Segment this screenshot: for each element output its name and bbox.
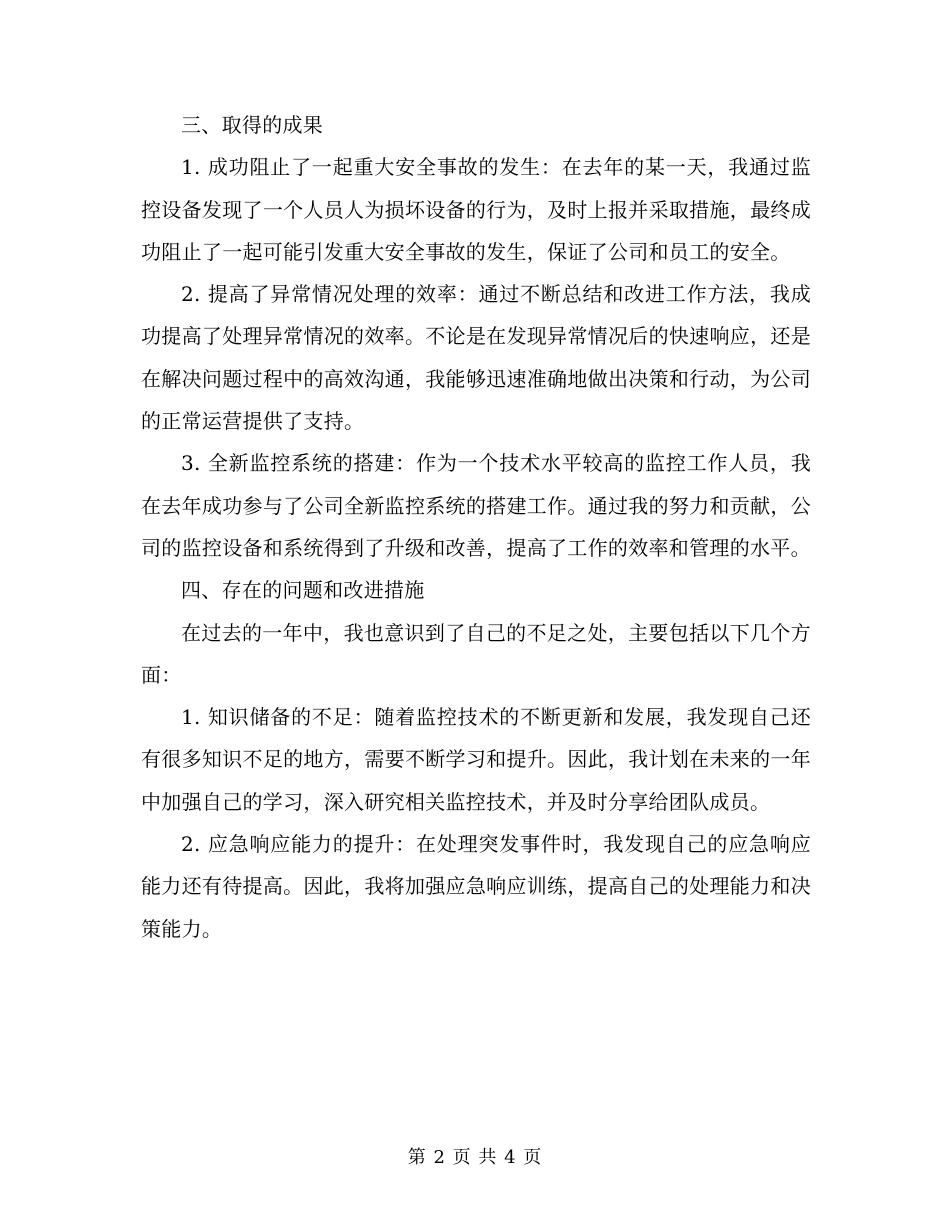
paragraph-achievement-1: 1. 成功阻止了一起重大安全事故的发生：在去年的某一天，我通过监控设备发现了一个人员人为损坏设备的行为，及时上报并采取措施，最终成功阻止了一起可能引发重大安全事故的发生，保证了公司和员工的安全。 bbox=[141, 155, 811, 264]
paragraph-achievement-3: 3. 全新监控系统的搭建：作为一个技术水平较高的监控工作人员，我在去年成功参与了公司全新监控系统的搭建工作。通过我的努力和贡献，公司的监控设备和系统得到了升级和改善，提高了工作的效率和管理的水平。 bbox=[141, 451, 811, 560]
document-body bbox=[141, 104, 811, 950]
paragraph-problem-1: 1. 知识储备的不足：随着监控技术的不断更新和发展，我发现自己还有很多知识不足的地方，需要不断学习和提升。因此，我计划在未来的一年中加强自己的学习，深入研究相关监控技术，并及时分享给团队成员。 bbox=[141, 705, 811, 814]
paragraph-problems-intro: 在过去的一年中，我也意识到了自己的不足之处，主要包括以下几个方面： bbox=[141, 620, 811, 687]
page-footer: 第 2 页 共 4 页 bbox=[407, 1147, 543, 1168]
paragraph-problem-2: 2. 应急响应能力的提升：在处理突发事件时，我发现自己的应急响应能力还有待提高。因此，我将加强应急响应训练，提高自己的处理能力和决策能力。 bbox=[141, 832, 811, 941]
paragraph-achievement-2: 2. 提高了异常情况处理的效率：通过不断总结和改进工作方法，我成功提高了处理异常情况的效率。不论是在发现异常情况后的快速响应，还是在解决问题过程中的高效沟通，我能够迅速准确地做出决策和行动，为公司的正常运营提供了支持。 bbox=[141, 282, 811, 434]
section-heading-achievements: 三、取得的成果 bbox=[181, 113, 324, 137]
section-heading-problems: 四、存在的问题和改进措施 bbox=[181, 578, 425, 603]
